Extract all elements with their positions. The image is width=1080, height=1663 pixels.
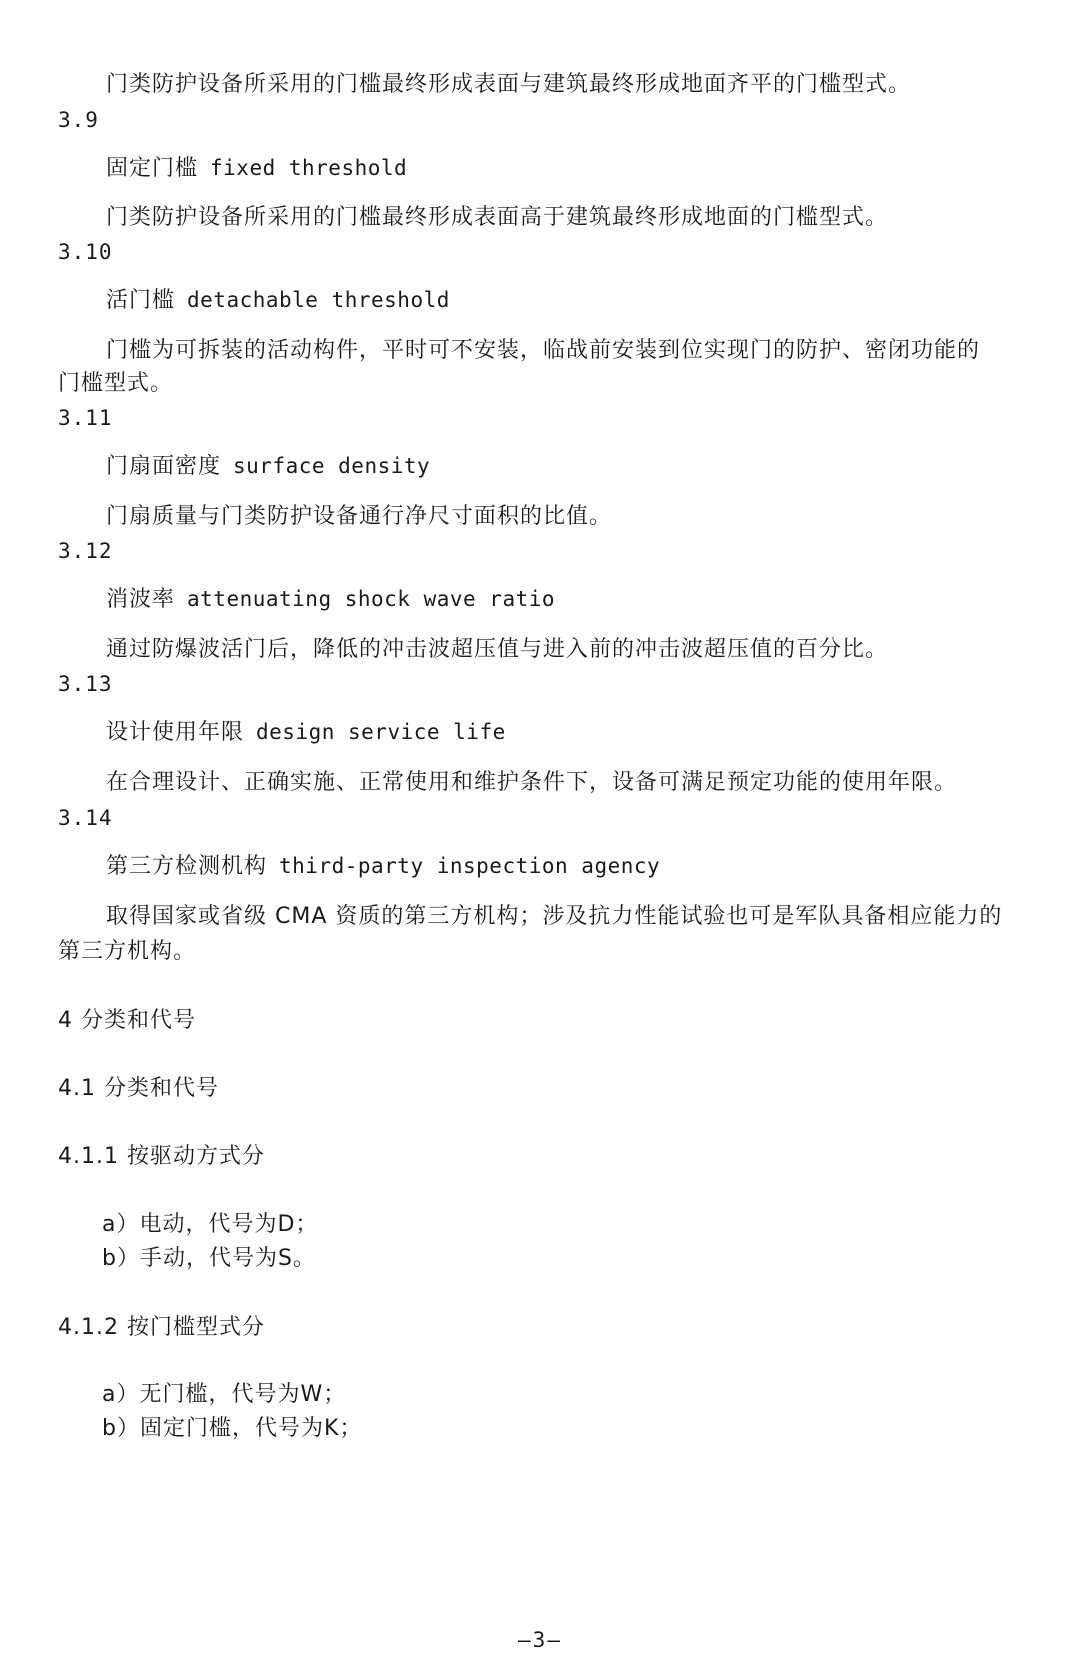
term-3-14 — [106, 856, 660, 878]
definition-3-10-line1: 门槛为可拆装的活动构件，平时可不安装，临战前安装到位实现门的防护、密闭功能的 — [106, 338, 981, 363]
term-3-11 — [106, 456, 430, 478]
definition-3-9: 门类防护设备所采用的门槛最终形成表面高于建筑最终形成地面的门槛型式。 — [106, 205, 889, 230]
term-3-12 — [106, 589, 555, 611]
page-number: —3— — [518, 1628, 562, 1652]
term-zh: 设计使用年限 — [106, 720, 245, 745]
definition-3-14-line1: 取得国家或省级 CMA 资质的第三方机构；涉及抗力性能试验也可是军队具备相应能力的 — [106, 904, 1003, 929]
list-item: a）电动，代号为D； — [102, 1212, 319, 1237]
term-zh: 门扇面密度 — [106, 454, 222, 479]
definition-3-12: 通过防爆波活门后，降低的冲击波超压值与进入前的冲击波超压值的百分比。 — [106, 637, 889, 662]
clause-number-3-10: 3.10 — [58, 240, 113, 264]
definition-3-13: 在合理设计、正确实施、正常使用和维护条件下，设备可满足预定功能的使用年限。 — [106, 770, 958, 795]
term-3-10 — [106, 290, 450, 312]
term-en: attenuating shock wave ratio — [187, 587, 556, 611]
term-en: surface density — [233, 454, 431, 478]
term-3-13 — [106, 722, 506, 744]
clause-number-3-14: 3.14 — [58, 806, 113, 830]
term-zh: 活门槛 — [106, 288, 176, 313]
term-zh: 第三方检测机构 — [106, 854, 268, 879]
term-en: fixed threshold — [210, 156, 408, 180]
term-3-9 — [106, 158, 407, 180]
clause-number-3-13: 3.13 — [58, 672, 113, 696]
section-heading-4: 4 分类和代号 — [58, 1008, 196, 1033]
section-heading-4-1: 4.1 分类和代号 — [58, 1076, 219, 1101]
definition-3-10-line2: 门槛型式。 — [58, 371, 174, 396]
term-en: detachable threshold — [187, 288, 450, 312]
term-zh: 固定门槛 — [106, 156, 199, 181]
section-heading-4-1-2: 4.1.2 按门槛型式分 — [58, 1315, 265, 1340]
list-item: b）手动，代号为S。 — [102, 1246, 316, 1271]
list-item: a）无门槛，代号为W； — [102, 1382, 347, 1407]
clause-number-3-12: 3.12 — [58, 539, 113, 563]
term-en: design service life — [256, 720, 506, 744]
section-heading-4-1-1: 4.1.1 按驱动方式分 — [58, 1144, 265, 1169]
clause-number-3-11: 3.11 — [58, 406, 113, 430]
list-item: b）固定门槛，代号为K； — [102, 1416, 363, 1441]
definition-3-8-text: 门类防护设备所采用的门槛最终形成表面与建筑最终形成地面齐平的门槛型式。 — [106, 72, 912, 97]
term-en: third-party inspection agency — [279, 854, 661, 878]
definition-3-14-line2: 第三方机构。 — [58, 939, 197, 964]
term-zh: 消波率 — [106, 587, 176, 612]
definition-3-11: 门扇质量与门类防护设备通行净尺寸面积的比值。 — [106, 504, 613, 529]
clause-number-3-9: 3.9 — [58, 108, 99, 132]
